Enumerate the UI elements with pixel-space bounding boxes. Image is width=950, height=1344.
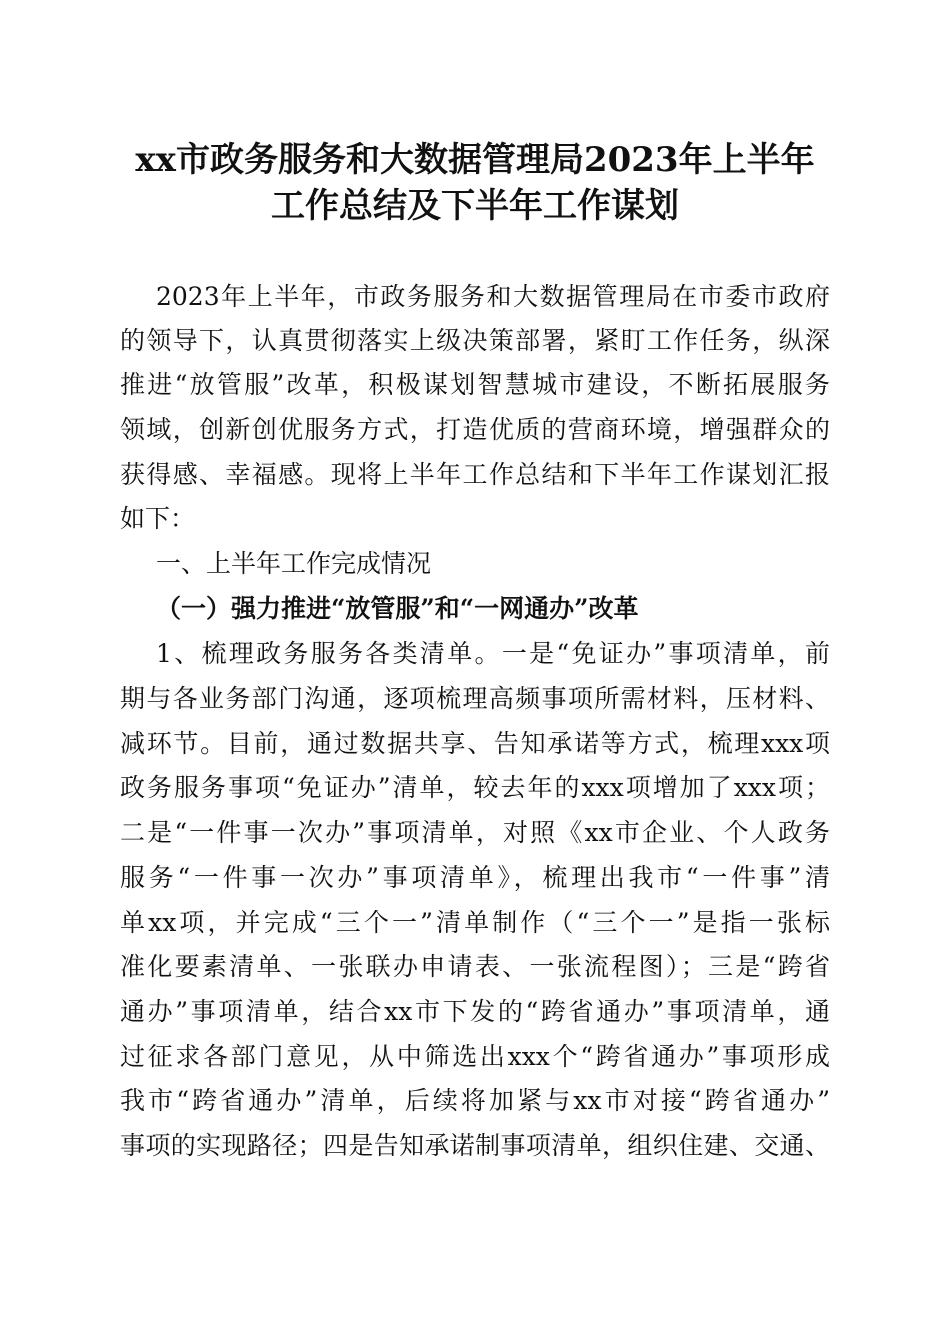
- document-title-line-1: xx市政务服务和大数据管理局2023年上半年: [135, 140, 815, 180]
- intro-paragraph-line: 2023年上半年，市政务服务和大数据管理局在市委市政府: [156, 282, 830, 311]
- body-paragraph-line: 期与各业务部门沟通，逐项梳理高频事项所需材料，压材料、: [120, 684, 830, 713]
- intro-paragraph-line: 获得感、幸福感。现将上半年工作总结和下半年工作谋划汇报: [120, 460, 830, 489]
- intro-paragraph-line: 如下：: [120, 504, 196, 533]
- body-paragraph-line: 通办”事项清单，结合xx市下发的“跨省通办”事项清单，通: [120, 997, 830, 1026]
- body-paragraph-line: 我市“跨省通办”清单，后续将加紧与xx市对接“跨省通办”: [120, 1086, 830, 1115]
- section-heading: 一、上半年工作完成情况: [156, 549, 432, 578]
- body-paragraph-line: 单xx项，并完成“三个一”清单制作（“三个一”是指一张标: [120, 908, 830, 937]
- body-paragraph-line: 减环节。目前，通过数据共享、告知承诺等方式，梳理xxx项: [120, 729, 830, 758]
- subsection-heading: （一）强力推进“放管服”和“一网通办”改革: [156, 594, 639, 623]
- body-paragraph-line: 1、梳理政务服务各类清单。一是“免证办”事项清单，前: [156, 639, 830, 668]
- intro-paragraph-line: 推进“放管服”改革，积极谋划智慧城市建设，不断拓展服务: [120, 370, 830, 399]
- body-paragraph-line: 事项的实现路径；四是告知承诺制事项清单，组织住建、交通、: [120, 1131, 830, 1160]
- intro-paragraph-line: 的领导下，认真贯彻落实上级决策部署，紧盯工作任务，纵深: [120, 326, 830, 355]
- body-paragraph-line: 政务服务事项“免证办”清单，较去年的xxx项增加了xxx项；: [120, 773, 830, 802]
- body-paragraph-line: 过征求各部门意见，从中筛选出xxx个“跨省通办”事项形成: [120, 1042, 830, 1071]
- body-paragraph-line: 二是“一件事一次办”事项清单，对照《xx市企业、个人政务: [120, 818, 830, 847]
- body-paragraph-line: 准化要素清单、一张联办申请表、一张流程图）；三是“跨省: [120, 952, 830, 981]
- body-paragraph-line: 服务“一件事一次办”事项清单》，梳理出我市“一件事”清: [120, 863, 830, 892]
- document-title-line-2: 工作总结及下半年工作谋划: [271, 186, 679, 226]
- intro-paragraph-line: 领域，创新创优服务方式，打造优质的营商环境，增强群众的: [120, 415, 830, 444]
